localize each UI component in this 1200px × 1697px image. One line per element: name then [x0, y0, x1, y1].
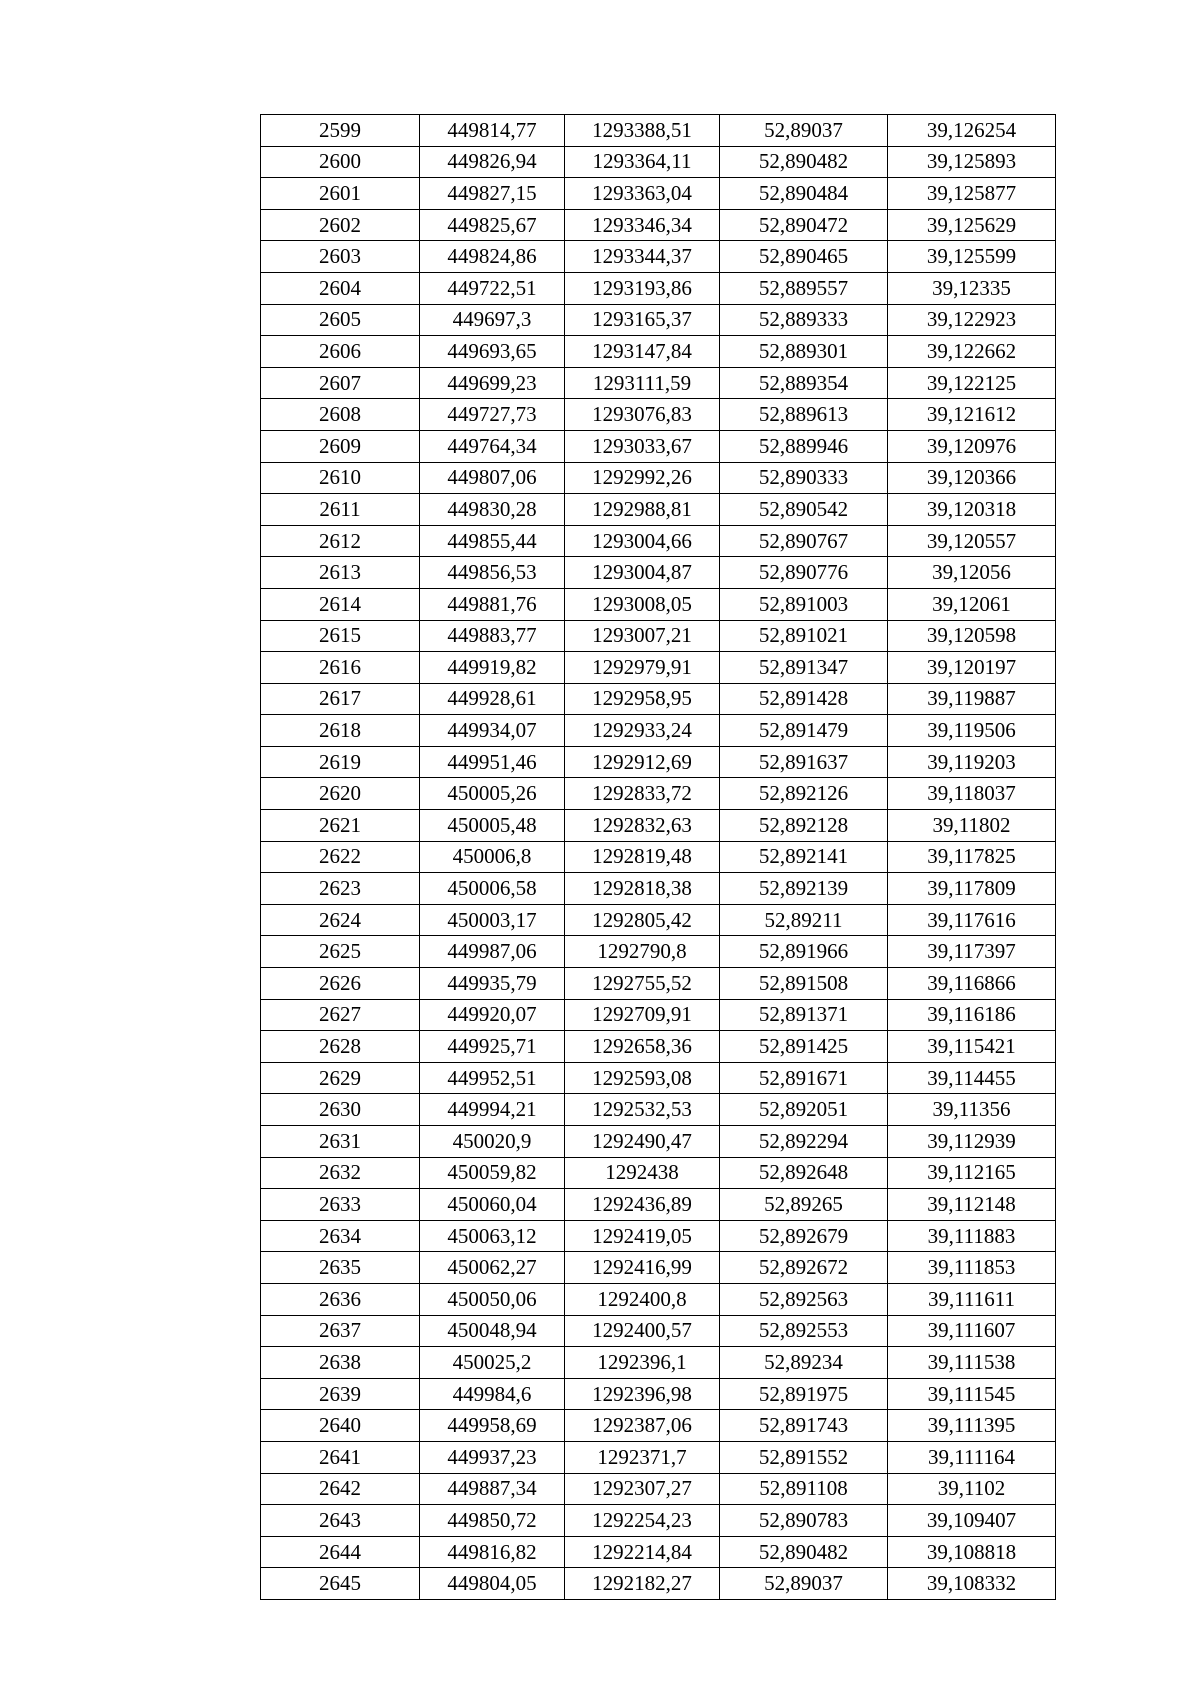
latitude-cell: 52,890472: [720, 209, 888, 241]
x-coordinate-cell: 449887,34: [420, 1473, 565, 1505]
point-number-cell: 2627: [261, 999, 420, 1031]
y-coordinate-cell: 1292532,53: [565, 1094, 720, 1126]
y-coordinate-cell: 1293388,51: [565, 115, 720, 147]
x-coordinate-cell: 449934,07: [420, 715, 565, 747]
longitude-cell: 39,122923: [888, 304, 1056, 336]
y-coordinate-cell: 1292307,27: [565, 1473, 720, 1505]
y-coordinate-cell: 1292912,69: [565, 746, 720, 778]
latitude-cell: 52,891347: [720, 652, 888, 684]
longitude-cell: 39,120366: [888, 462, 1056, 494]
table-row: [261, 1189, 1056, 1221]
table-row: [261, 1283, 1056, 1315]
longitude-cell: 39,118037: [888, 778, 1056, 810]
table-row: [261, 1347, 1056, 1379]
table-row: [261, 873, 1056, 905]
point-number-cell: 2638: [261, 1347, 420, 1379]
point-number-cell: 2619: [261, 746, 420, 778]
latitude-cell: 52,890767: [720, 525, 888, 557]
point-number-cell: 2639: [261, 1378, 420, 1410]
x-coordinate-cell: 449920,07: [420, 999, 565, 1031]
y-coordinate-cell: 1292371,7: [565, 1441, 720, 1473]
longitude-cell: 39,116186: [888, 999, 1056, 1031]
table-row: [261, 778, 1056, 810]
point-number-cell: 2634: [261, 1220, 420, 1252]
table-row: [261, 936, 1056, 968]
table-row: [261, 399, 1056, 431]
latitude-cell: 52,891021: [720, 620, 888, 652]
longitude-cell: 39,119203: [888, 746, 1056, 778]
x-coordinate-cell: 450025,2: [420, 1347, 565, 1379]
x-coordinate-cell: 449824,86: [420, 241, 565, 273]
longitude-cell: 39,125893: [888, 146, 1056, 178]
x-coordinate-cell: 449826,94: [420, 146, 565, 178]
x-coordinate-cell: 450003,17: [420, 904, 565, 936]
point-number-cell: 2609: [261, 430, 420, 462]
longitude-cell: 39,120557: [888, 525, 1056, 557]
table-row: [261, 304, 1056, 336]
point-number-cell: 2606: [261, 336, 420, 368]
point-number-cell: 2633: [261, 1189, 420, 1221]
latitude-cell: 52,890482: [720, 146, 888, 178]
table-row: [261, 1126, 1056, 1158]
latitude-cell: 52,892294: [720, 1126, 888, 1158]
longitude-cell: 39,112939: [888, 1126, 1056, 1158]
latitude-cell: 52,890484: [720, 178, 888, 210]
latitude-cell: 52,89265: [720, 1189, 888, 1221]
x-coordinate-cell: 449722,51: [420, 272, 565, 304]
x-coordinate-cell: 450059,82: [420, 1157, 565, 1189]
x-coordinate-cell: 449699,23: [420, 367, 565, 399]
table-row: [261, 904, 1056, 936]
longitude-cell: 39,111164: [888, 1441, 1056, 1473]
table-row: [261, 683, 1056, 715]
y-coordinate-cell: 1293004,66: [565, 525, 720, 557]
table-row: [261, 841, 1056, 873]
y-coordinate-cell: 1293364,11: [565, 146, 720, 178]
latitude-cell: 52,892141: [720, 841, 888, 873]
longitude-cell: 39,11356: [888, 1094, 1056, 1126]
table-row: [261, 1473, 1056, 1505]
x-coordinate-cell: 449919,82: [420, 652, 565, 684]
y-coordinate-cell: 1292833,72: [565, 778, 720, 810]
y-coordinate-cell: 1292819,48: [565, 841, 720, 873]
table-row: [261, 746, 1056, 778]
x-coordinate-cell: 450005,48: [420, 810, 565, 842]
table-row: [261, 1568, 1056, 1600]
y-coordinate-cell: 1293344,37: [565, 241, 720, 273]
x-coordinate-cell: 449987,06: [420, 936, 565, 968]
table-row: [261, 525, 1056, 557]
y-coordinate-cell: 1293147,84: [565, 336, 720, 368]
x-coordinate-cell: 449984,6: [420, 1378, 565, 1410]
x-coordinate-cell: 450048,94: [420, 1315, 565, 1347]
point-number-cell: 2615: [261, 620, 420, 652]
y-coordinate-cell: 1292658,36: [565, 1031, 720, 1063]
point-number-cell: 2636: [261, 1283, 420, 1315]
x-coordinate-cell: 449830,28: [420, 494, 565, 526]
y-coordinate-cell: 1292419,05: [565, 1220, 720, 1252]
point-number-cell: 2608: [261, 399, 420, 431]
point-number-cell: 2625: [261, 936, 420, 968]
point-number-cell: 2629: [261, 1062, 420, 1094]
latitude-cell: 52,890333: [720, 462, 888, 494]
longitude-cell: 39,11802: [888, 810, 1056, 842]
x-coordinate-cell: 450063,12: [420, 1220, 565, 1252]
y-coordinate-cell: 1292436,89: [565, 1189, 720, 1221]
x-coordinate-cell: 450020,9: [420, 1126, 565, 1158]
table-row: [261, 146, 1056, 178]
x-coordinate-cell: 449958,69: [420, 1410, 565, 1442]
longitude-cell: 39,117397: [888, 936, 1056, 968]
y-coordinate-cell: 1293007,21: [565, 620, 720, 652]
latitude-cell: 52,891425: [720, 1031, 888, 1063]
longitude-cell: 39,108332: [888, 1568, 1056, 1600]
y-coordinate-cell: 1292979,91: [565, 652, 720, 684]
point-number-cell: 2622: [261, 841, 420, 873]
table-row: [261, 1315, 1056, 1347]
x-coordinate-cell: 449994,21: [420, 1094, 565, 1126]
point-number-cell: 2607: [261, 367, 420, 399]
longitude-cell: 39,111853: [888, 1252, 1056, 1284]
y-coordinate-cell: 1293111,59: [565, 367, 720, 399]
y-coordinate-cell: 1293165,37: [565, 304, 720, 336]
point-number-cell: 2643: [261, 1505, 420, 1537]
table-row: [261, 367, 1056, 399]
table-row: [261, 1094, 1056, 1126]
point-number-cell: 2642: [261, 1473, 420, 1505]
latitude-cell: 52,890465: [720, 241, 888, 273]
latitude-cell: 52,890482: [720, 1536, 888, 1568]
x-coordinate-cell: 449693,65: [420, 336, 565, 368]
x-coordinate-cell: 449951,46: [420, 746, 565, 778]
y-coordinate-cell: 1292438: [565, 1157, 720, 1189]
table-row: [261, 1441, 1056, 1473]
longitude-cell: 39,111611: [888, 1283, 1056, 1315]
y-coordinate-cell: 1292182,27: [565, 1568, 720, 1600]
point-number-cell: 2624: [261, 904, 420, 936]
longitude-cell: 39,117809: [888, 873, 1056, 905]
longitude-cell: 39,126254: [888, 115, 1056, 147]
point-number-cell: 2613: [261, 557, 420, 589]
y-coordinate-cell: 1292400,8: [565, 1283, 720, 1315]
point-number-cell: 2602: [261, 209, 420, 241]
longitude-cell: 39,111607: [888, 1315, 1056, 1347]
latitude-cell: 52,89234: [720, 1347, 888, 1379]
coordinates-table-body: [261, 115, 1056, 1600]
longitude-cell: 39,122125: [888, 367, 1056, 399]
point-number-cell: 2637: [261, 1315, 420, 1347]
latitude-cell: 52,891003: [720, 588, 888, 620]
table-row: [261, 494, 1056, 526]
latitude-cell: 52,889946: [720, 430, 888, 462]
longitude-cell: 39,120197: [888, 652, 1056, 684]
table-row: [261, 462, 1056, 494]
longitude-cell: 39,119887: [888, 683, 1056, 715]
point-number-cell: 2645: [261, 1568, 420, 1600]
x-coordinate-cell: 449807,06: [420, 462, 565, 494]
table-row: [261, 1410, 1056, 1442]
latitude-cell: 52,891479: [720, 715, 888, 747]
longitude-cell: 39,109407: [888, 1505, 1056, 1537]
longitude-cell: 39,108818: [888, 1536, 1056, 1568]
point-number-cell: 2620: [261, 778, 420, 810]
x-coordinate-cell: 449814,77: [420, 115, 565, 147]
point-number-cell: 2610: [261, 462, 420, 494]
latitude-cell: 52,890776: [720, 557, 888, 589]
latitude-cell: 52,892563: [720, 1283, 888, 1315]
x-coordinate-cell: 449881,76: [420, 588, 565, 620]
latitude-cell: 52,891637: [720, 746, 888, 778]
latitude-cell: 52,89037: [720, 1568, 888, 1600]
point-number-cell: 2640: [261, 1410, 420, 1442]
longitude-cell: 39,111538: [888, 1347, 1056, 1379]
latitude-cell: 52,891975: [720, 1378, 888, 1410]
y-coordinate-cell: 1292958,95: [565, 683, 720, 715]
x-coordinate-cell: 449856,53: [420, 557, 565, 589]
longitude-cell: 39,120318: [888, 494, 1056, 526]
point-number-cell: 2614: [261, 588, 420, 620]
y-coordinate-cell: 1292992,26: [565, 462, 720, 494]
y-coordinate-cell: 1292214,84: [565, 1536, 720, 1568]
y-coordinate-cell: 1293076,83: [565, 399, 720, 431]
longitude-cell: 39,125877: [888, 178, 1056, 210]
longitude-cell: 39,111883: [888, 1220, 1056, 1252]
longitude-cell: 39,111545: [888, 1378, 1056, 1410]
x-coordinate-cell: 449925,71: [420, 1031, 565, 1063]
x-coordinate-cell: 449855,44: [420, 525, 565, 557]
point-number-cell: 2604: [261, 272, 420, 304]
longitude-cell: 39,111395: [888, 1410, 1056, 1442]
table-row: [261, 272, 1056, 304]
latitude-cell: 52,89037: [720, 115, 888, 147]
x-coordinate-cell: 449928,61: [420, 683, 565, 715]
y-coordinate-cell: 1292832,63: [565, 810, 720, 842]
latitude-cell: 52,892126: [720, 778, 888, 810]
y-coordinate-cell: 1293346,34: [565, 209, 720, 241]
x-coordinate-cell: 449935,79: [420, 968, 565, 1000]
latitude-cell: 52,889301: [720, 336, 888, 368]
table-row: [261, 557, 1056, 589]
latitude-cell: 52,891108: [720, 1473, 888, 1505]
y-coordinate-cell: 1292790,8: [565, 936, 720, 968]
y-coordinate-cell: 1293363,04: [565, 178, 720, 210]
latitude-cell: 52,890542: [720, 494, 888, 526]
table-row: [261, 1378, 1056, 1410]
y-coordinate-cell: 1293033,67: [565, 430, 720, 462]
latitude-cell: 52,892648: [720, 1157, 888, 1189]
x-coordinate-cell: 449952,51: [420, 1062, 565, 1094]
point-number-cell: 2632: [261, 1157, 420, 1189]
y-coordinate-cell: 1292933,24: [565, 715, 720, 747]
point-number-cell: 2600: [261, 146, 420, 178]
y-coordinate-cell: 1292396,1: [565, 1347, 720, 1379]
y-coordinate-cell: 1292400,57: [565, 1315, 720, 1347]
x-coordinate-cell: 449827,15: [420, 178, 565, 210]
point-number-cell: 2630: [261, 1094, 420, 1126]
latitude-cell: 52,892679: [720, 1220, 888, 1252]
x-coordinate-cell: 449937,23: [420, 1441, 565, 1473]
point-number-cell: 2635: [261, 1252, 420, 1284]
longitude-cell: 39,117825: [888, 841, 1056, 873]
latitude-cell: 52,890783: [720, 1505, 888, 1537]
x-coordinate-cell: 450060,04: [420, 1189, 565, 1221]
longitude-cell: 39,112165: [888, 1157, 1056, 1189]
y-coordinate-cell: 1293008,05: [565, 588, 720, 620]
table-row: [261, 1536, 1056, 1568]
table-row: [261, 1505, 1056, 1537]
y-coordinate-cell: 1292490,47: [565, 1126, 720, 1158]
y-coordinate-cell: 1292387,06: [565, 1410, 720, 1442]
x-coordinate-cell: 449697,3: [420, 304, 565, 336]
table-row: [261, 1220, 1056, 1252]
table-row: [261, 430, 1056, 462]
x-coordinate-cell: 450062,27: [420, 1252, 565, 1284]
y-coordinate-cell: 1292254,23: [565, 1505, 720, 1537]
latitude-cell: 52,889557: [720, 272, 888, 304]
longitude-cell: 39,114455: [888, 1062, 1056, 1094]
latitude-cell: 52,889333: [720, 304, 888, 336]
x-coordinate-cell: 449825,67: [420, 209, 565, 241]
point-number-cell: 2641: [261, 1441, 420, 1473]
point-number-cell: 2611: [261, 494, 420, 526]
table-row: [261, 810, 1056, 842]
longitude-cell: 39,115421: [888, 1031, 1056, 1063]
point-number-cell: 2612: [261, 525, 420, 557]
x-coordinate-cell: 450006,8: [420, 841, 565, 873]
latitude-cell: 52,892672: [720, 1252, 888, 1284]
latitude-cell: 52,889613: [720, 399, 888, 431]
table-row: [261, 999, 1056, 1031]
y-coordinate-cell: 1292818,38: [565, 873, 720, 905]
latitude-cell: 52,891552: [720, 1441, 888, 1473]
latitude-cell: 52,889354: [720, 367, 888, 399]
longitude-cell: 39,122662: [888, 336, 1056, 368]
table-row: [261, 968, 1056, 1000]
latitude-cell: 52,891966: [720, 936, 888, 968]
point-number-cell: 2617: [261, 683, 420, 715]
point-number-cell: 2626: [261, 968, 420, 1000]
point-number-cell: 2605: [261, 304, 420, 336]
longitude-cell: 39,12061: [888, 588, 1056, 620]
point-number-cell: 2631: [261, 1126, 420, 1158]
longitude-cell: 39,12335: [888, 272, 1056, 304]
point-number-cell: 2623: [261, 873, 420, 905]
table-row: [261, 715, 1056, 747]
longitude-cell: 39,117616: [888, 904, 1056, 936]
table-row: [261, 1157, 1056, 1189]
point-number-cell: 2621: [261, 810, 420, 842]
point-number-cell: 2616: [261, 652, 420, 684]
x-coordinate-cell: 450006,58: [420, 873, 565, 905]
longitude-cell: 39,121612: [888, 399, 1056, 431]
longitude-cell: 39,12056: [888, 557, 1056, 589]
latitude-cell: 52,892051: [720, 1094, 888, 1126]
table-row: [261, 1252, 1056, 1284]
latitude-cell: 52,89211: [720, 904, 888, 936]
table-row: [261, 1062, 1056, 1094]
table-row: [261, 336, 1056, 368]
longitude-cell: 39,1102: [888, 1473, 1056, 1505]
point-number-cell: 2603: [261, 241, 420, 273]
x-coordinate-cell: 450005,26: [420, 778, 565, 810]
latitude-cell: 52,892128: [720, 810, 888, 842]
longitude-cell: 39,125629: [888, 209, 1056, 241]
longitude-cell: 39,120976: [888, 430, 1056, 462]
table-row: [261, 178, 1056, 210]
latitude-cell: 52,891508: [720, 968, 888, 1000]
y-coordinate-cell: 1292805,42: [565, 904, 720, 936]
latitude-cell: 52,892553: [720, 1315, 888, 1347]
y-coordinate-cell: 1292593,08: [565, 1062, 720, 1094]
longitude-cell: 39,116866: [888, 968, 1056, 1000]
longitude-cell: 39,119506: [888, 715, 1056, 747]
y-coordinate-cell: 1292988,81: [565, 494, 720, 526]
longitude-cell: 39,120598: [888, 620, 1056, 652]
latitude-cell: 52,891743: [720, 1410, 888, 1442]
longitude-cell: 39,112148: [888, 1189, 1056, 1221]
point-number-cell: 2644: [261, 1536, 420, 1568]
y-coordinate-cell: 1293004,87: [565, 557, 720, 589]
table-row: [261, 241, 1056, 273]
y-coordinate-cell: 1292416,99: [565, 1252, 720, 1284]
latitude-cell: 52,891371: [720, 999, 888, 1031]
table-row: [261, 209, 1056, 241]
x-coordinate-cell: 450050,06: [420, 1283, 565, 1315]
table-row: [261, 652, 1056, 684]
y-coordinate-cell: 1292755,52: [565, 968, 720, 1000]
point-number-cell: 2628: [261, 1031, 420, 1063]
x-coordinate-cell: 449850,72: [420, 1505, 565, 1537]
table-row: [261, 588, 1056, 620]
y-coordinate-cell: 1292396,98: [565, 1378, 720, 1410]
y-coordinate-cell: 1293193,86: [565, 272, 720, 304]
latitude-cell: 52,892139: [720, 873, 888, 905]
x-coordinate-cell: 449883,77: [420, 620, 565, 652]
longitude-cell: 39,125599: [888, 241, 1056, 273]
point-number-cell: 2618: [261, 715, 420, 747]
point-number-cell: 2599: [261, 115, 420, 147]
x-coordinate-cell: 449804,05: [420, 1568, 565, 1600]
y-coordinate-cell: 1292709,91: [565, 999, 720, 1031]
x-coordinate-cell: 449727,73: [420, 399, 565, 431]
table-row: [261, 115, 1056, 147]
x-coordinate-cell: 449764,34: [420, 430, 565, 462]
latitude-cell: 52,891428: [720, 683, 888, 715]
x-coordinate-cell: 449816,82: [420, 1536, 565, 1568]
table-row: [261, 1031, 1056, 1063]
latitude-cell: 52,891671: [720, 1062, 888, 1094]
coordinates-table: [260, 114, 1056, 1600]
table-row: [261, 620, 1056, 652]
point-number-cell: 2601: [261, 178, 420, 210]
